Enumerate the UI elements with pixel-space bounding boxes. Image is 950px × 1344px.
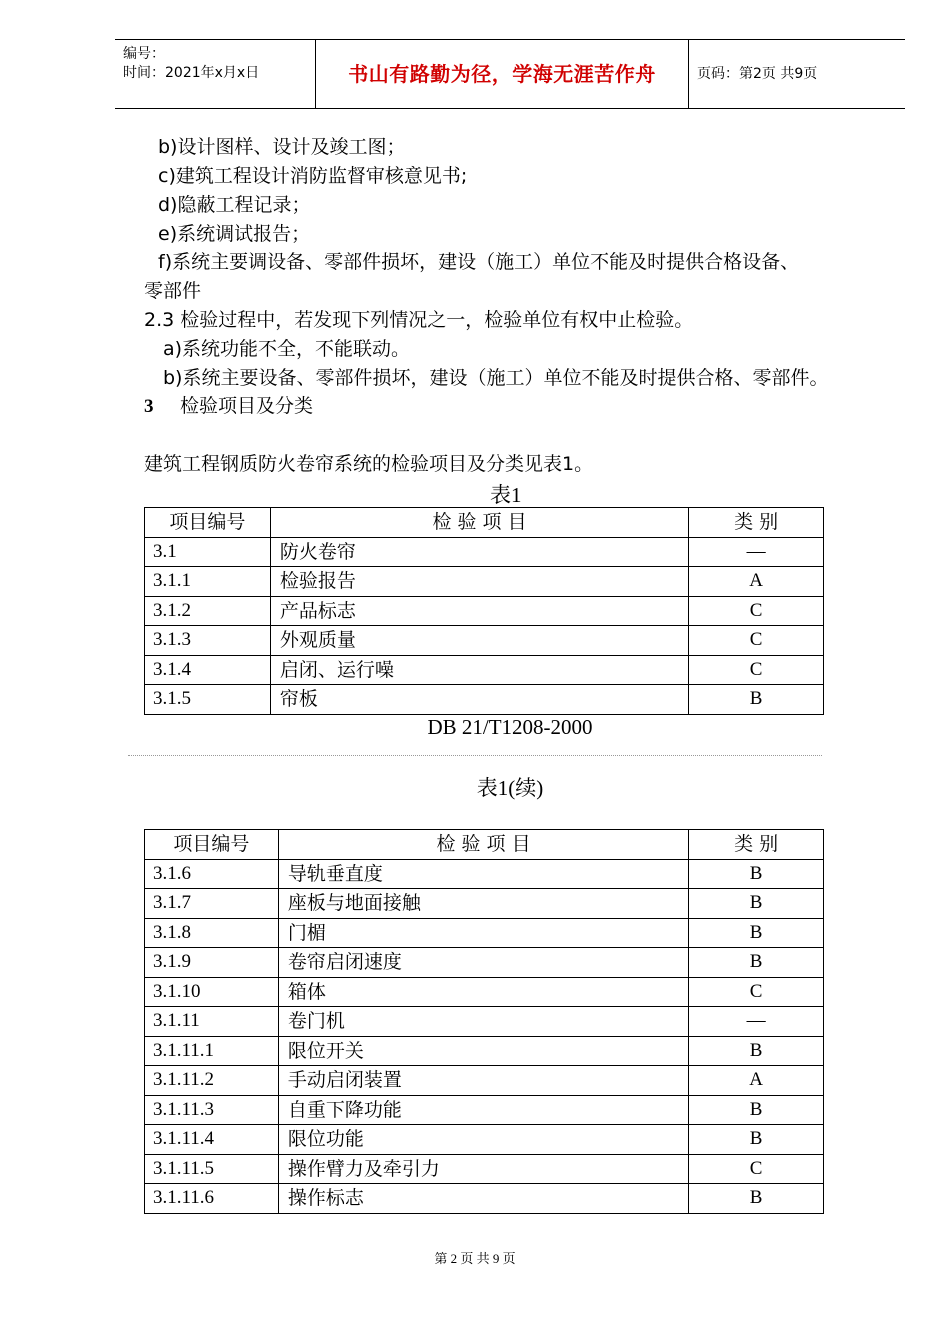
item-name-cell: 门楣	[278, 918, 688, 948]
table-row	[145, 1184, 824, 1214]
standard-code: DB 21/T1208-2000	[427, 715, 593, 739]
category-cell: B	[689, 859, 824, 889]
item-code-cell: 3.1.2	[145, 596, 271, 626]
item-name-cell: 卷门机	[278, 1007, 688, 1037]
section-3-intro: 建筑工程钢质防火卷帘系统的检验项目及分类见表1。	[144, 453, 594, 475]
table-row	[145, 918, 824, 948]
table-row	[145, 537, 824, 567]
list-item-d: d)隐蔽工程记录；	[158, 194, 311, 216]
category-cell: B	[689, 1125, 824, 1155]
table1	[144, 507, 824, 715]
table-row	[145, 1125, 824, 1155]
item-name-cell: 座板与地面接触	[278, 889, 688, 919]
table-row	[145, 1095, 824, 1125]
item-code-cell: 3.1.1	[145, 567, 271, 597]
table-row	[145, 1036, 824, 1066]
item-name-cell: 操作标志	[278, 1184, 688, 1214]
table-row	[145, 567, 824, 597]
item-code-cell: 3.1	[145, 537, 271, 567]
item-code-cell: 3.1.11.1	[145, 1036, 279, 1066]
list-item-e: e)系统调试报告；	[158, 223, 311, 245]
item-name-cell: 产品标志	[270, 596, 688, 626]
column-header: 类 别	[689, 830, 824, 860]
item-name-cell: 检验报告	[270, 567, 688, 597]
item-name-cell: 帘板	[270, 685, 688, 715]
item-code-cell: 3.1.3	[145, 626, 271, 656]
category-cell: C	[689, 977, 824, 1007]
section-3-number: 3	[144, 396, 154, 417]
item-name-cell: 防火卷帘	[270, 537, 688, 567]
item-code-cell: 3.1.8	[145, 918, 279, 948]
item-code-cell: 3.1.4	[145, 655, 271, 685]
motto: 书山有路勤为径，学海无涯苦作舟	[316, 40, 689, 108]
item-code-cell: 3.1.11.3	[145, 1095, 279, 1125]
table-row	[145, 626, 824, 656]
page-divider	[128, 755, 822, 756]
table-header-row	[145, 508, 824, 538]
page-header	[115, 39, 905, 109]
category-cell: B	[689, 948, 824, 978]
table-row	[145, 1154, 824, 1184]
header-meta-cell	[115, 40, 316, 108]
item-code-cell: 3.1.11.4	[145, 1125, 279, 1155]
column-header: 项目编号	[145, 830, 279, 860]
item-name-cell: 导轨垂直度	[278, 859, 688, 889]
category-cell: B	[689, 918, 824, 948]
category-cell: A	[689, 567, 824, 597]
category-cell: B	[689, 685, 824, 715]
list-item-c: c)建筑工程设计消防监督审核意见书;	[158, 165, 468, 187]
category-cell: C	[689, 655, 824, 685]
item-name-cell: 限位功能	[278, 1125, 688, 1155]
column-header: 检 验 项 目	[270, 508, 688, 538]
item-name-cell: 操作臂力及牵引力	[278, 1154, 688, 1184]
item-code-cell: 3.1.11.5	[145, 1154, 279, 1184]
category-cell: C	[689, 1154, 824, 1184]
item-code-cell: 3.1.11	[145, 1007, 279, 1037]
item-code-cell: 3.1.10	[145, 977, 279, 1007]
item-name-cell: 启闭、运行噪	[270, 655, 688, 685]
category-cell: B	[689, 1184, 824, 1214]
column-header: 项目编号	[145, 508, 271, 538]
item-name-cell: 手动启闭装置	[278, 1066, 688, 1096]
item-name-cell: 箱体	[278, 977, 688, 1007]
category-cell: B	[689, 889, 824, 919]
table-row	[145, 948, 824, 978]
table-row	[145, 596, 824, 626]
section-2-3-item-a: a)系统功能不全，不能联动。	[163, 338, 411, 360]
table-row	[145, 1066, 824, 1096]
table-row	[145, 655, 824, 685]
item-name-cell: 自重下降功能	[278, 1095, 688, 1125]
section-2-3-item-b: b)系统主要设备、零部件损坏，建设（施工）单位不能及时提供合格、零部件。	[163, 367, 829, 389]
item-code-cell: 3.1.9	[145, 948, 279, 978]
item-code-cell: 3.1.6	[145, 859, 279, 889]
list-item-f: f)系统主要调设备、零部件损坏，建设（施工）单位不能及时提供合格设备、	[158, 251, 800, 273]
table1-cont	[144, 829, 824, 1214]
item-code-cell: 3.1.7	[145, 889, 279, 919]
table-row	[145, 977, 824, 1007]
item-name-cell: 卷帘启闭速度	[278, 948, 688, 978]
table-row	[145, 1007, 824, 1037]
category-cell: A	[689, 1066, 824, 1096]
time-label: 时间：2021年x月x日	[123, 65, 260, 81]
item-code-cell: 3.1.11.6	[145, 1184, 279, 1214]
column-header: 检 验 项 目	[278, 830, 688, 860]
table-header-row	[145, 830, 824, 860]
page-label: 页码：第2页 共9页	[697, 66, 818, 82]
list-item-f-cont: 零部件	[144, 280, 202, 302]
table-row	[145, 685, 824, 715]
category-cell: C	[689, 626, 824, 656]
column-header: 类 别	[689, 508, 824, 538]
category-cell: C	[689, 596, 824, 626]
number-label: 编号：	[123, 46, 165, 62]
category-cell: —	[689, 537, 824, 567]
table1-cont-caption: 表1(续)	[476, 776, 544, 800]
item-code-cell: 3.1.11.2	[145, 1066, 279, 1096]
category-cell: B	[689, 1036, 824, 1066]
item-name-cell: 限位开关	[278, 1036, 688, 1066]
list-item-b: b)设计图样、设计及竣工图；	[158, 136, 406, 158]
category-cell: —	[689, 1007, 824, 1037]
item-name-cell: 外观质量	[270, 626, 688, 656]
page-footer: 第 2 页 共 9 页	[434, 1251, 516, 1266]
category-cell: B	[689, 1095, 824, 1125]
section-3-title: 检验项目及分类	[180, 395, 314, 417]
table-row	[145, 889, 824, 919]
table-row	[145, 859, 824, 889]
table1-caption: 表1	[490, 483, 522, 507]
section-2-3-title: 2.3 检验过程中，若发现下列情况之一，检验单位有权中止检验。	[144, 309, 694, 331]
item-code-cell: 3.1.5	[145, 685, 271, 715]
